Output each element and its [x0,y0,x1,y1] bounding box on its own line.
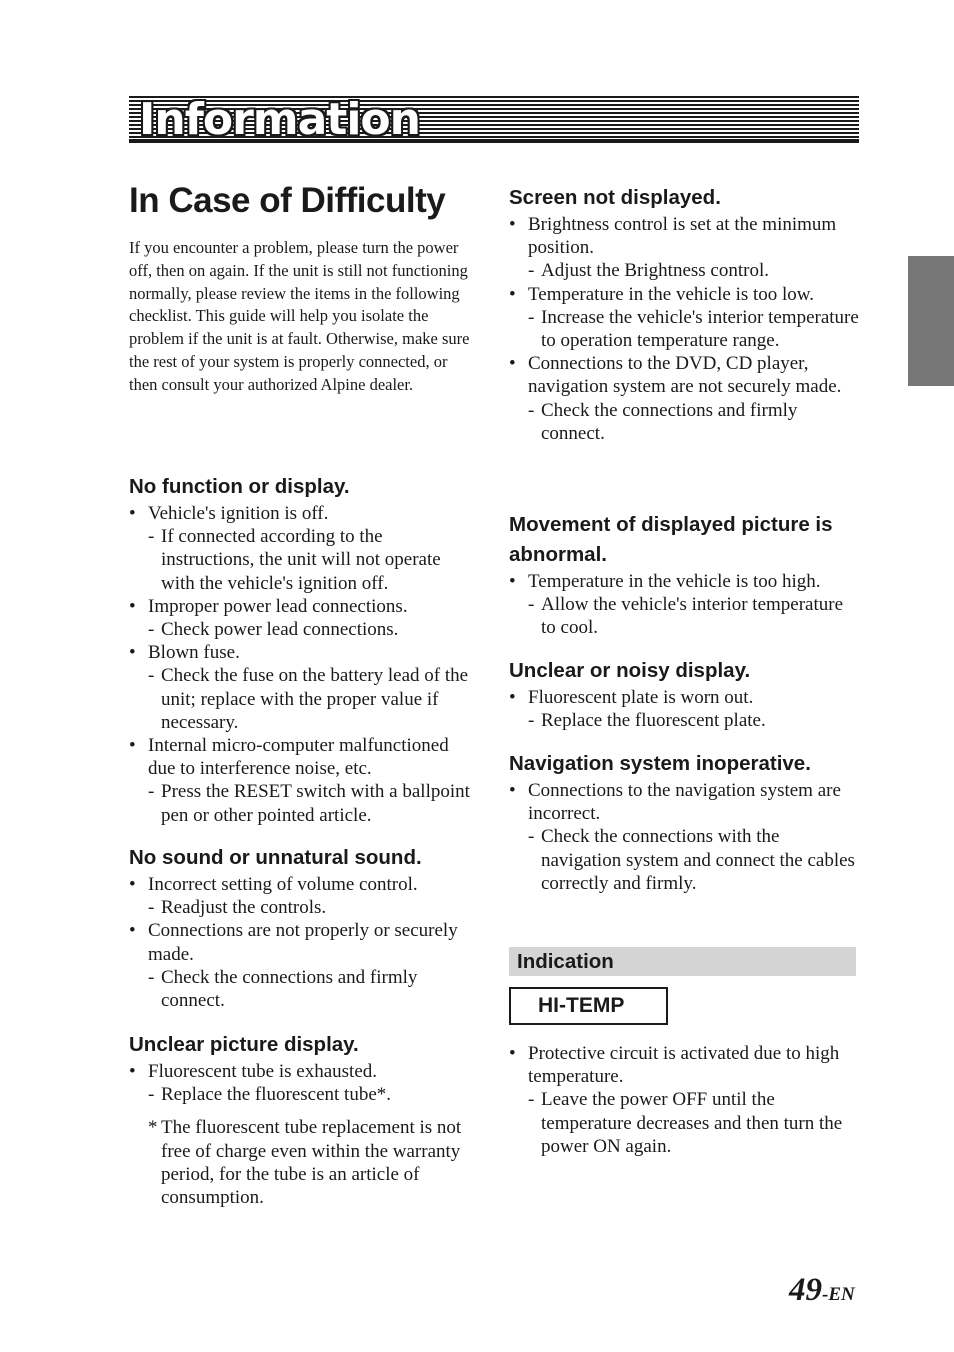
footnote: * The fluorescent tube replacement is not free of charge even within the warranty period, for the tube is an article of consumption. [148,1117,462,1209]
section-banner [129,96,859,143]
remedy-item: - Increase the vehicle's interior temperature to operation temperature range. [528,306,859,352]
cause-item: • Improper power lead connections. [129,595,408,617]
section-title: Navigation system inoperative. [509,752,811,775]
cause-item: • Connections to the DVD, CD player, navigation system are not securely made. [509,353,842,398]
remedy-item: - If connected according to the instructions, the unit will not operate with the vehicle's ignition off. [148,526,441,594]
side-tab-marker [908,256,954,386]
cause-item: • Internal micro-computer malfunctioned due to interference noise, etc. [129,735,449,780]
section-picture-movement [509,510,854,640]
section-title: No function or display. [129,475,350,498]
section-screen-not-displayed [509,183,859,445]
section-title: No sound or unnatural sound. [129,846,422,869]
page-number [789,1272,855,1309]
section-no-sound [129,843,479,1012]
remedy-item: - Allow the vehicle's interior temperature to cool. [528,594,844,639]
section-title: Unclear or noisy display. [509,659,751,682]
cause-item: • Brightness control is set at the minimum position. [509,214,837,259]
cause-item: • Fluorescent tube is exhausted. [129,1061,378,1082]
remedy-item: - Adjust the Brightness control. [528,260,769,282]
page-number-suffix: -EN [822,1284,855,1305]
section-title: Movement of displayed picture is abnormal. [509,513,833,566]
cause-item: • Blown fuse. [129,642,240,664]
banner-title: Information [139,94,420,145]
section-unclear-picture [129,1030,479,1209]
cause-item: • Temperature in the vehicle is too low. [509,283,815,305]
section-title: Unclear picture display. [129,1033,359,1056]
section-noisy-display [509,656,859,732]
remedy-item: - Readjust the controls. [148,897,327,919]
remedy-item: - Replace the fluorescent tube*. [148,1084,392,1106]
section-no-function [129,472,479,827]
cause-item: • Connections are not properly or securely made. [129,920,458,965]
remedy-item: - Check the connections and firmly connect. [148,966,418,1012]
cause-item: • Incorrect setting of volume control. [129,874,418,895]
page-number-value: 49 [789,1272,822,1308]
cause-item: • Protective circuit is activated due to high temperature. [509,1043,840,1088]
cause-item: • Fluorescent plate is worn out. [509,687,754,708]
section-title: Screen not displayed. [509,186,721,209]
cause-item: • Connections to the navigation system are incorrect. [509,780,841,825]
cause-item: • Vehicle's ignition is off. [129,503,329,524]
page-heading: In Case of Difficulty [129,181,446,220]
remedy-item: - Press the RESET switch with a ballpoint pen or other pointed article. [148,781,470,826]
remedy-item: - Replace the fluorescent plate. [528,710,766,732]
remedy-item: - Check the connections with the navigation system and connect the cables correctly and firmly. [528,826,855,894]
indication-description [509,1042,859,1158]
remedy-item: - Check the fuse on the battery lead of the unit; replace with the proper value if necessary. [148,665,469,733]
hi-temp-label: HI-TEMP [538,994,625,1017]
cause-item: • Temperature in the vehicle is too high. [509,571,821,592]
section-navigation-inoperative [509,749,859,895]
remedy-item: - Leave the power OFF until the temperature decreases and then turn the power ON again. [528,1089,843,1157]
indication-heading-bar [509,947,856,976]
intro-paragraph: If you encounter a problem, please turn the power off, then on again. If the unit is still not functioning normally, please review the items in the following checklist. This guide will help you isolate the problem if the unit is at fault. Otherwise, make sure the rest of your system is properly connected, or then consult your authorized Alpine dealer. [129,238,470,394]
remedy-item: - Check the connections and firmly connect. [528,399,798,444]
remedy-item: - Check power lead connections. [148,619,399,641]
hi-temp-indicator-box [509,987,668,1025]
indication-heading: Indication [517,950,614,973]
